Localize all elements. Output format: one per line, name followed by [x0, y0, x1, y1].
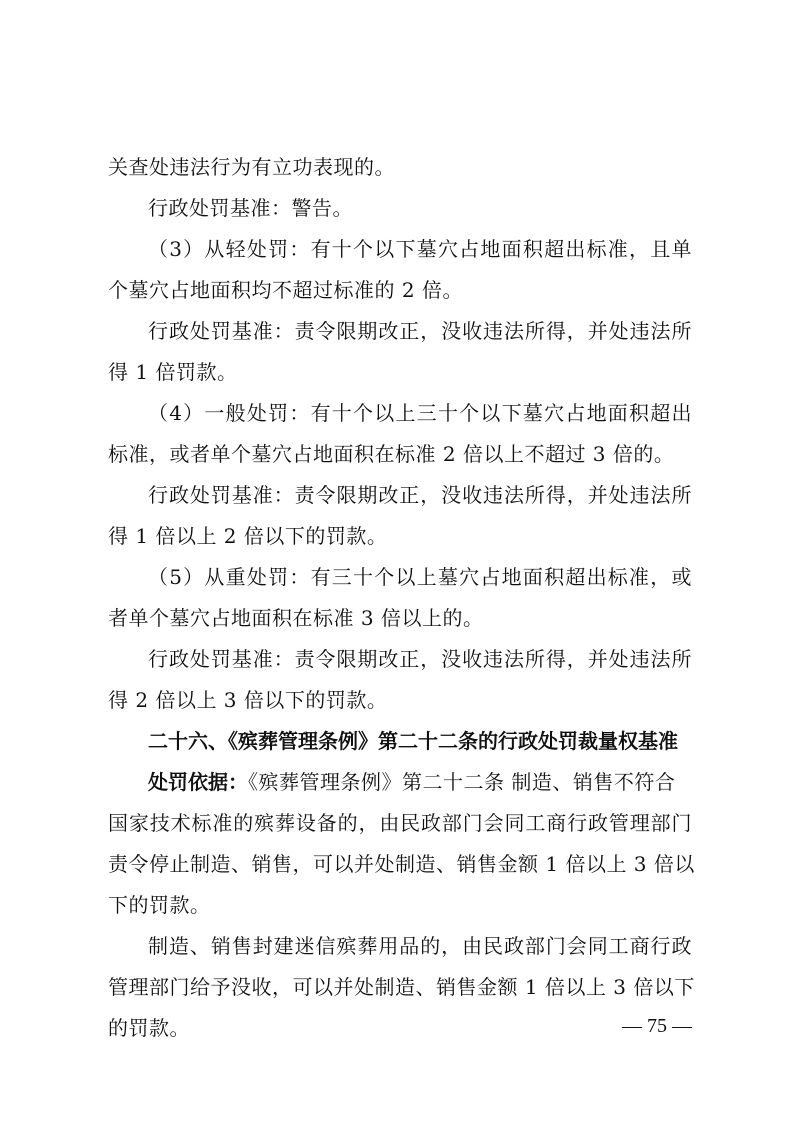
- section-heading: 二十六、《殡葬管理条例》第二十二条的行政处罚裁量权基准: [148, 729, 678, 753]
- text-line: 制造、销售封建迷信殡葬用品的，由民政部门会同工商行政: [148, 934, 692, 958]
- text-line: 责令停止制造、销售，可以并处制造、销售金额 1 倍以上 3 倍以: [108, 852, 695, 876]
- text-line: 的罚款。: [108, 1016, 190, 1040]
- text-line: 行政处罚基准：警告。: [148, 196, 353, 220]
- text-line: 得 2 倍以上 3 倍以下的罚款。: [108, 688, 388, 712]
- text-line: 个墓穴占地面积均不超过标准的 2 倍。: [108, 278, 463, 302]
- text-line: 行政处罚基准：责令限期改正，没收违法所得，并处违法所: [148, 647, 692, 671]
- text-line: 行政处罚基准：责令限期改正，没收违法所得，并处违法所: [148, 483, 692, 507]
- basis-text: 《殡葬管理条例》第二十二条 制造、销售不符合: [248, 770, 676, 794]
- text-line: （4）一般处罚：有十个以上三十个以下墓穴占地面积超出: [148, 401, 692, 425]
- text-line: （5）从重处罚：有三十个以上墓穴占地面积超出标准，或: [148, 565, 692, 589]
- text-line: 得 1 倍以上 2 倍以下的罚款。: [108, 524, 388, 548]
- text-line: 者单个墓穴占地面积在标准 3 倍以上的。: [108, 606, 484, 630]
- text-line: [148, 762, 692, 802]
- text-line: 标准，或者单个墓穴占地面积在标准 2 倍以上不超过 3 倍的。: [108, 442, 675, 466]
- basis-label: 处罚依据：: [148, 770, 248, 794]
- text-line: 国家技术标准的殡葬设备的，由民政部门会同工商行政管理部门: [108, 811, 692, 835]
- text-line: 管理部门给予没收，可以并处制造、销售金额 1 倍以上 3 倍以下: [108, 975, 695, 999]
- text-line: 关查处违法行为有立功表现的。: [108, 155, 395, 179]
- page-number: — 75 —: [622, 1015, 692, 1037]
- text-line: 行政处罚基准：责令限期改正，没收违法所得，并处违法所: [148, 319, 692, 343]
- text-line: 下的罚款。: [108, 893, 211, 917]
- text-line: （3）从轻处罚：有十个以下墓穴占地面积超出标准，且单: [148, 237, 692, 261]
- text-line: 得 1 倍罚款。: [108, 360, 238, 384]
